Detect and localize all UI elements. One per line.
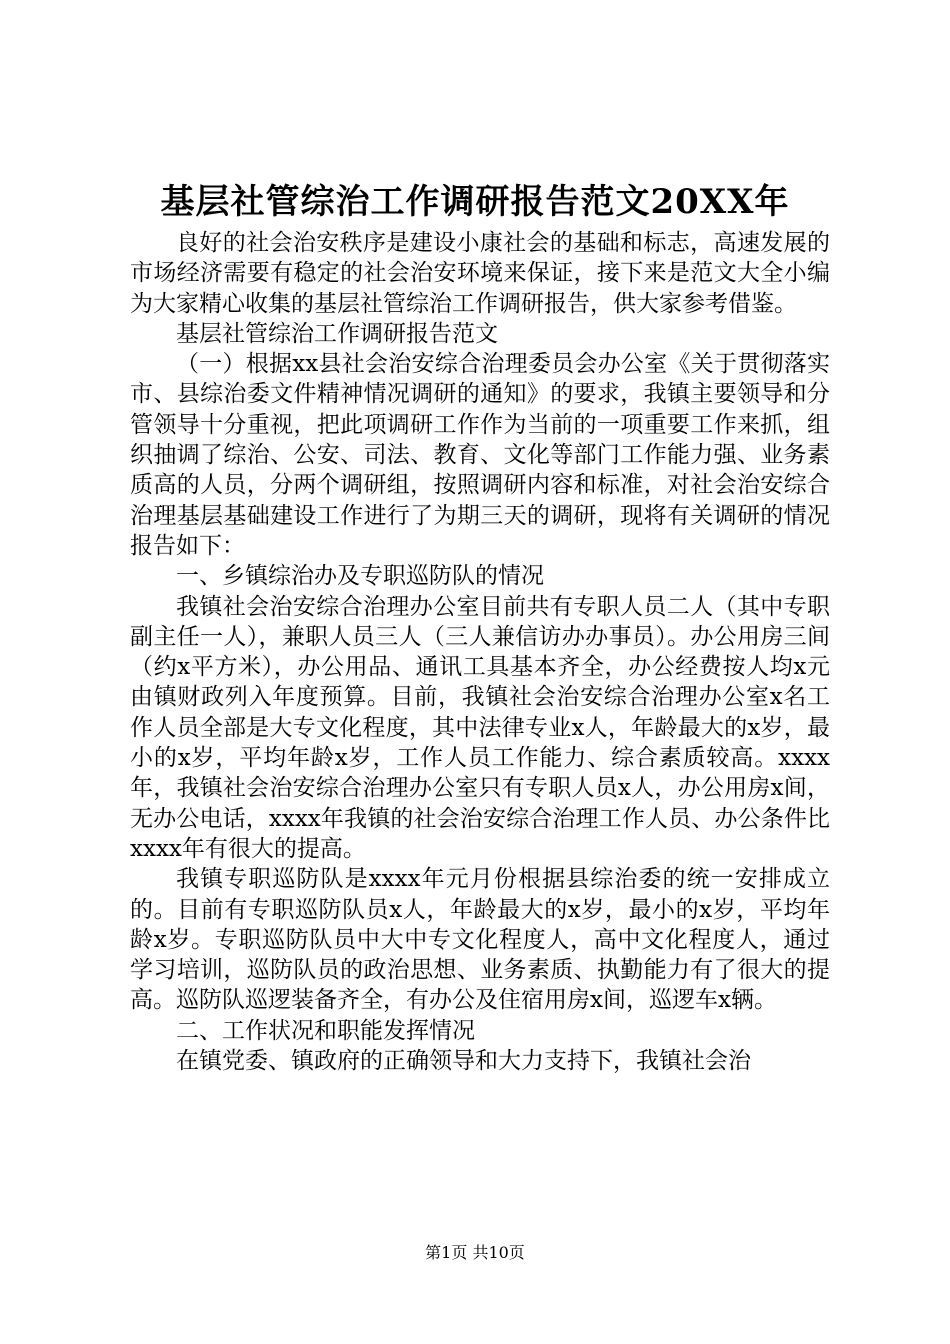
paragraph-patrol-team: 我镇专职巡防队是xxxx年元月份根据县综治委的统一安排成立的。目前有专职巡防队员x人，年龄最大的x岁，最小的x岁，平均年龄x岁。专职巡防队员中大中专文化程度人，高中文化程度人，通过学习培训，巡防队员的政治思想、业务素质、执勤能力有了很大的提高。巡防队巡逻装备齐全，有办公及住宿用房x间，巡逻车x辆。 <box>130 866 830 1014</box>
page-number-footer: 第1页 共10页 <box>425 1243 525 1262</box>
heading-section-one: 一、乡镇综治办及专职巡防队的情况 <box>176 563 544 590</box>
document-body <box>130 228 830 1076</box>
paragraph-work-status: 在镇党委、镇政府的正确领导和大力支持下，我镇社会治 <box>176 1048 751 1075</box>
paragraph-section-1: （一）根据xx县社会治安综合治理委员会办公室《关于贯彻落实市、县综治委文件精神情况调研的通知》的要求，我镇主要领导和分管领导十分重视，把此项调研工作作为当前的一项重要工作来抓，组织抽调了综治、公安、司法、教育、文化等部门工作能力强、业务素质高的人员，分两个调研组，按照调研内容和标准，对社会治安综合治理基层基础建设工作进行了为期三天的调研，现将有关调研的情况报告如下： <box>130 351 830 559</box>
paragraph-subtitle: 基层社管综治工作调研报告范文 <box>176 320 498 347</box>
heading-section-two: 二、工作状况和职能发挥情况 <box>176 1017 475 1044</box>
paragraph-office-staff: 我镇社会治安综合治理办公室目前共有专职人员二人（其中专职副主任一人），兼职人员三人（三人兼信访办办事员）。办公用房三间（约x平方米），办公用品、通讯工具基本齐全，办公经费按人均x元由镇财政列入年度预算。目前，我镇社会治安综合治理办公室x名工作人员全部是大专文化程度，其中法律专业x人，年龄最大的x岁，最小的x岁，平均年龄x岁，工作人员工作能力、综合素质较高。xxxx年，我镇社会治安综合治理办公室只有专职人员x人，办公用房x间，无办公电话，xxxx年我镇的社会治安综合治理工作人员、办公条件比xxxx年有很大的提高。 <box>130 593 830 862</box>
document-title: 基层社管综治工作调研报告范文20XX年 <box>160 182 790 222</box>
paragraph-intro: 良好的社会治安秩序是建设小康社会的基础和标志，高速发展的市场经济需要有稳定的社会治安环境来保证，接下来是范文大全小编为大家精心收集的基层社管综治工作调研报告，供大家参考借鉴。 <box>130 230 830 317</box>
